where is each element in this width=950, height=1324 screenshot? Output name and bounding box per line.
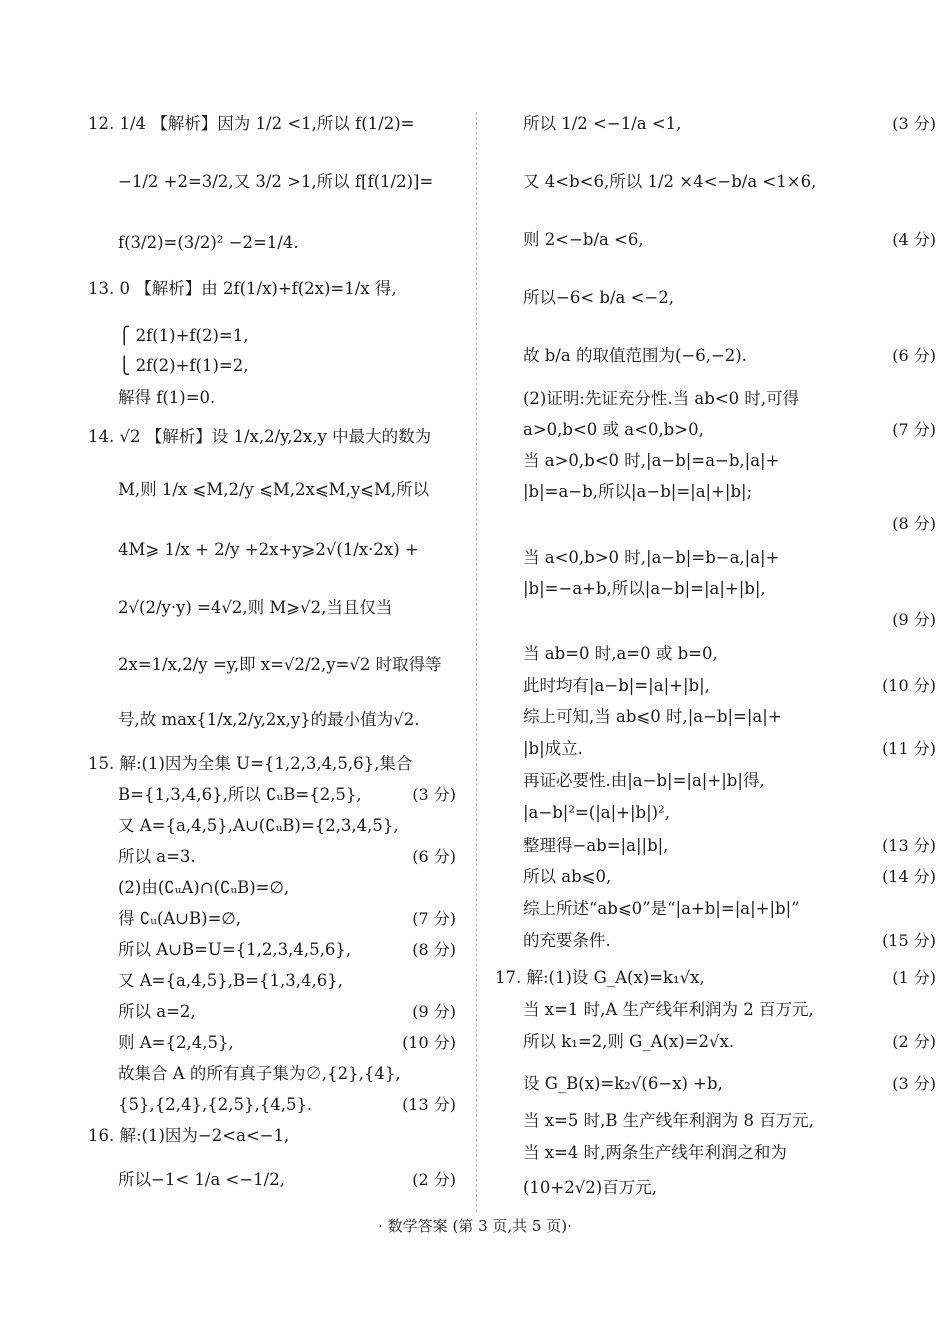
answer-line: ⎧ 2f(1)+f(2)=1, <box>118 326 249 345</box>
answer-line: 综上可知,当 ab⩽0 时,|a−b|=|a|+ <box>523 707 782 726</box>
answer-line: 所以 1/2 <−1/a <1, <box>523 114 682 133</box>
answer-line: 此时均有|a−b|=|a|+|b|, <box>523 676 710 695</box>
answer-line: (10+2√2)百万元, <box>523 1178 657 1197</box>
score-mark: (8 分) <box>892 514 936 533</box>
answer-line: 解得 f(1)=0. <box>118 388 216 407</box>
score-mark: (15 分) <box>882 931 936 950</box>
answer-line: (2)由(∁ᵤA)∩(∁ᵤB)=∅, <box>118 878 290 897</box>
answer-line: |b|=a−b,所以|a−b|=|a|+|b|; <box>523 482 753 501</box>
answer-line: a>0,b<0 或 a<0,b>0, <box>523 420 704 439</box>
answer-line: 13. 0 【解析】由 2f(1/x)+f(2x)=1/x 得, <box>88 279 397 298</box>
score-mark: (9 分) <box>892 610 936 629</box>
answer-line: 则 2<−b/a <6, <box>523 230 644 249</box>
score-mark: (10 分) <box>402 1033 456 1052</box>
answer-line: 2x=1/x,2/y =y,即 x=√2/2,y=√2 时取得等 <box>118 655 442 674</box>
right-column <box>478 0 950 1324</box>
answer-line: 故集合 A 的所有真子集为∅,{2},{4}, <box>118 1064 401 1083</box>
answer-line: 2√(2/y·y) =4√2,则 M⩾√2,当且仅当 <box>118 598 393 617</box>
answer-line: 所以 ab⩽0, <box>523 867 612 886</box>
score-mark: (6 分) <box>412 847 456 866</box>
score-mark: (3 分) <box>892 1074 936 1093</box>
answer-line: 故 b/a 的取值范围为(−6,−2). <box>523 346 747 365</box>
answer-line: 17. 解:(1)设 G_A(x)=k₁√x, <box>495 968 705 987</box>
answer-line: 又 A={a,4,5},A∪(∁ᵤB)={2,3,4,5}, <box>118 816 399 835</box>
score-mark: (3 分) <box>892 114 936 133</box>
answer-line: 所以−6< b/a <−2, <box>523 288 674 307</box>
answer-line: 整理得−ab=|a||b|, <box>523 836 669 855</box>
answer-line: 设 G_B(x)=k₂√(6−x) +b, <box>523 1074 723 1093</box>
answer-line: M,则 1/x ⩽M,2/y ⩽M,2x⩽M,y⩽M,所以 <box>118 480 430 499</box>
answer-line: 当 a<0,b>0 时,|a−b|=b−a,|a|+ <box>523 548 780 567</box>
answer-line: (2)证明:先证充分性.当 ab<0 时,可得 <box>523 389 800 408</box>
answer-line: 号,故 max{1/x,2/y,2x,y}的最小值为√2. <box>118 710 420 729</box>
answer-line: 当 a>0,b<0 时,|a−b|=a−b,|a|+ <box>523 451 780 470</box>
answer-line: 所以 k₁=2,则 G_A(x)=2√x. <box>523 1032 735 1051</box>
score-mark: (14 分) <box>882 867 936 886</box>
answer-line: 又 A={a,4,5},B={1,3,4,6}, <box>118 971 343 990</box>
answer-line: 则 A={2,4,5}, <box>118 1033 234 1052</box>
answer-line: −1/2 +2=3/2,又 3/2 >1,所以 f[f(1/2)]= <box>118 172 434 191</box>
answer-line: 得 ∁ᵤ(A∪B)=∅, <box>118 909 242 928</box>
answer-line: |b|成立. <box>523 739 583 758</box>
score-mark: (7 分) <box>412 909 456 928</box>
score-mark: (11 分) <box>882 739 936 758</box>
answer-line: 综上所述“ab⩽0”是“|a+b|=|a|+|b|” <box>523 899 800 918</box>
score-mark: (7 分) <box>892 420 936 439</box>
answer-line: 所以 a=3. <box>118 847 196 866</box>
score-mark: (8 分) <box>412 940 456 959</box>
answer-line: 12. 1/4 【解析】因为 1/2 <1,所以 f(1/2)= <box>88 114 415 133</box>
answer-line: 4M⩾ 1/x + 2/y +2x+y⩾2√(1/x·2x) + <box>118 540 419 559</box>
score-mark: (2 分) <box>412 1170 456 1189</box>
score-mark: (13 分) <box>882 836 936 855</box>
answer-line: |b|=−a+b,所以|a−b|=|a|+|b|, <box>523 579 766 598</box>
left-column <box>0 0 470 1324</box>
score-mark: (6 分) <box>892 346 936 365</box>
answer-line: 所以−1< 1/a <−1/2, <box>118 1170 285 1189</box>
score-mark: (10 分) <box>882 676 936 695</box>
answer-line: 又 4<b<6,所以 1/2 ×4<−b/a <1×6, <box>523 172 817 191</box>
score-mark: (4 分) <box>892 230 936 249</box>
score-mark: (1 分) <box>892 968 936 987</box>
answer-line: ⎩ 2f(2)+f(1)=2, <box>118 356 249 375</box>
answer-line: 当 x=5 时,B 生产线年利润为 8 百万元, <box>523 1111 814 1130</box>
column-divider <box>476 112 477 1212</box>
answer-line: 15. 解:(1)因为全集 U={1,2,3,4,5,6},集合 <box>88 754 413 773</box>
answer-line: 16. 解:(1)因为−2<a<−1, <box>88 1126 290 1145</box>
answer-line: 14. √2 【解析】设 1/x,2/y,2x,y 中最大的数为 <box>88 427 432 446</box>
answer-line: B={1,3,4,6},所以 ∁ᵤB={2,5}, <box>118 785 362 804</box>
answer-line: |a−b|²=(|a|+|b|)², <box>523 803 670 822</box>
answer-line: 当 x=1 时,A 生产线年利润为 2 百万元, <box>523 1000 814 1019</box>
answer-line: 所以 A∪B=U={1,2,3,4,5,6}, <box>118 940 352 959</box>
answer-line: 的充要条件. <box>523 931 611 950</box>
score-mark: (3 分) <box>412 785 456 804</box>
answer-line: 再证必要性.由|a−b|=|a|+|b|得, <box>523 771 765 790</box>
answer-line: 当 ab=0 时,a=0 或 b=0, <box>523 644 718 663</box>
score-mark: (9 分) <box>412 1002 456 1021</box>
score-mark: (2 分) <box>892 1032 936 1051</box>
score-mark: (13 分) <box>402 1095 456 1114</box>
answer-line: f(3/2)=(3/2)² −2=1/4. <box>118 233 299 252</box>
answer-line: 所以 a=2, <box>118 1002 196 1021</box>
answer-line: 当 x=4 时,两条生产线年利润之和为 <box>523 1143 787 1162</box>
page-footer: · 数学答案 (第 3 页,共 5 页)· <box>378 1217 572 1235</box>
answer-line: {5},{2,4},{2,5},{4,5}. <box>118 1095 313 1114</box>
